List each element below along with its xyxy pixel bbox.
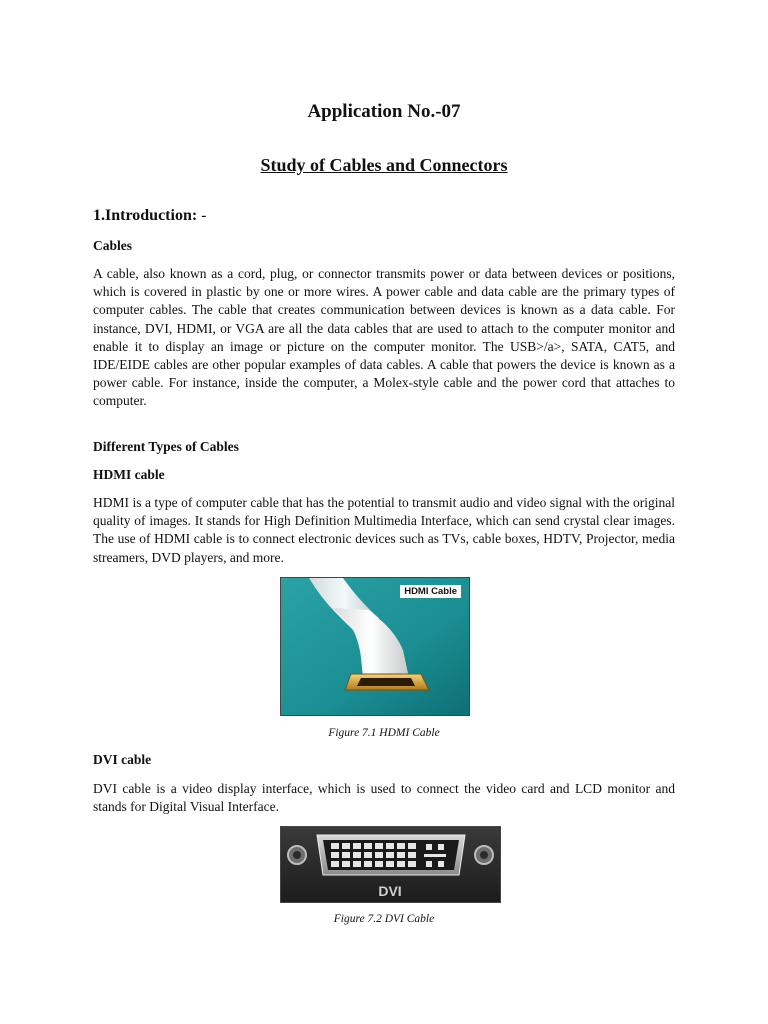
dvi-heading: DVI cable: [93, 752, 152, 767]
dvi-cable-image: [280, 826, 501, 903]
dvi-image-label: DVI: [378, 883, 402, 899]
application-number-title: Application No.-07: [307, 101, 461, 122]
types-heading: Different Types of Cables: [93, 439, 239, 454]
hdmi-paragraph: HDMI is a type of computer cable that has the potential to transmit audio and video signal with the original quality of images. It stands for High Definition Multimedia Interface, which can send crystal clear images. The use of HDMI cable is to connect electronic devices such as TVs, cable boxes, HDTV, Projector, media streamers, DVD players, and more.: [93, 495, 675, 565]
hdmi-cable-image: [280, 577, 470, 716]
hdmi-image-label: HDMI Cable: [400, 585, 461, 598]
hdmi-heading: HDMI cable: [93, 467, 165, 482]
cables-heading: Cables: [93, 238, 133, 253]
hdmi-figure-caption: Figure 7.1 HDMI Cable: [328, 727, 440, 739]
dvi-figure-caption: Figure 7.2 DVI Cable: [333, 913, 435, 925]
dvi-paragraph: DVI cable is a video display interface, which is used to connect the video card and LCD monitor and stands for Digital Visual Interface.: [93, 781, 675, 815]
introduction-heading-suffix: -: [197, 207, 207, 224]
cables-paragraph: A cable, also known as a cord, plug, or connector transmits power or data between devices or positions, which is covered in plastic by one or more wires. A power cable and data cable are the primary types of computer cables. The cable that creates communication between devices is known as a data cable. For instance, DVI, HDMI, or VGA are all the data cables that are used to attach to the computer monitor and enable it to display an image or picture on the computer monitor. The USB>/a>, SATA, CAT5, and IDE/EIDE cables are other popular examples of data cables. A cable that powers the device is known as a power cable. For instance, inside the computer, a Molex-style cable and the power cord that attaches to computer.: [93, 266, 675, 409]
introduction-heading-text: 1.Introduction:: [93, 207, 198, 224]
hdmi-cable-illustration: [281, 578, 469, 715]
introduction-heading: [93, 207, 207, 225]
dvi-connector-illustration: [281, 827, 500, 902]
document-title: Study of Cables and Connectors: [260, 155, 508, 175]
